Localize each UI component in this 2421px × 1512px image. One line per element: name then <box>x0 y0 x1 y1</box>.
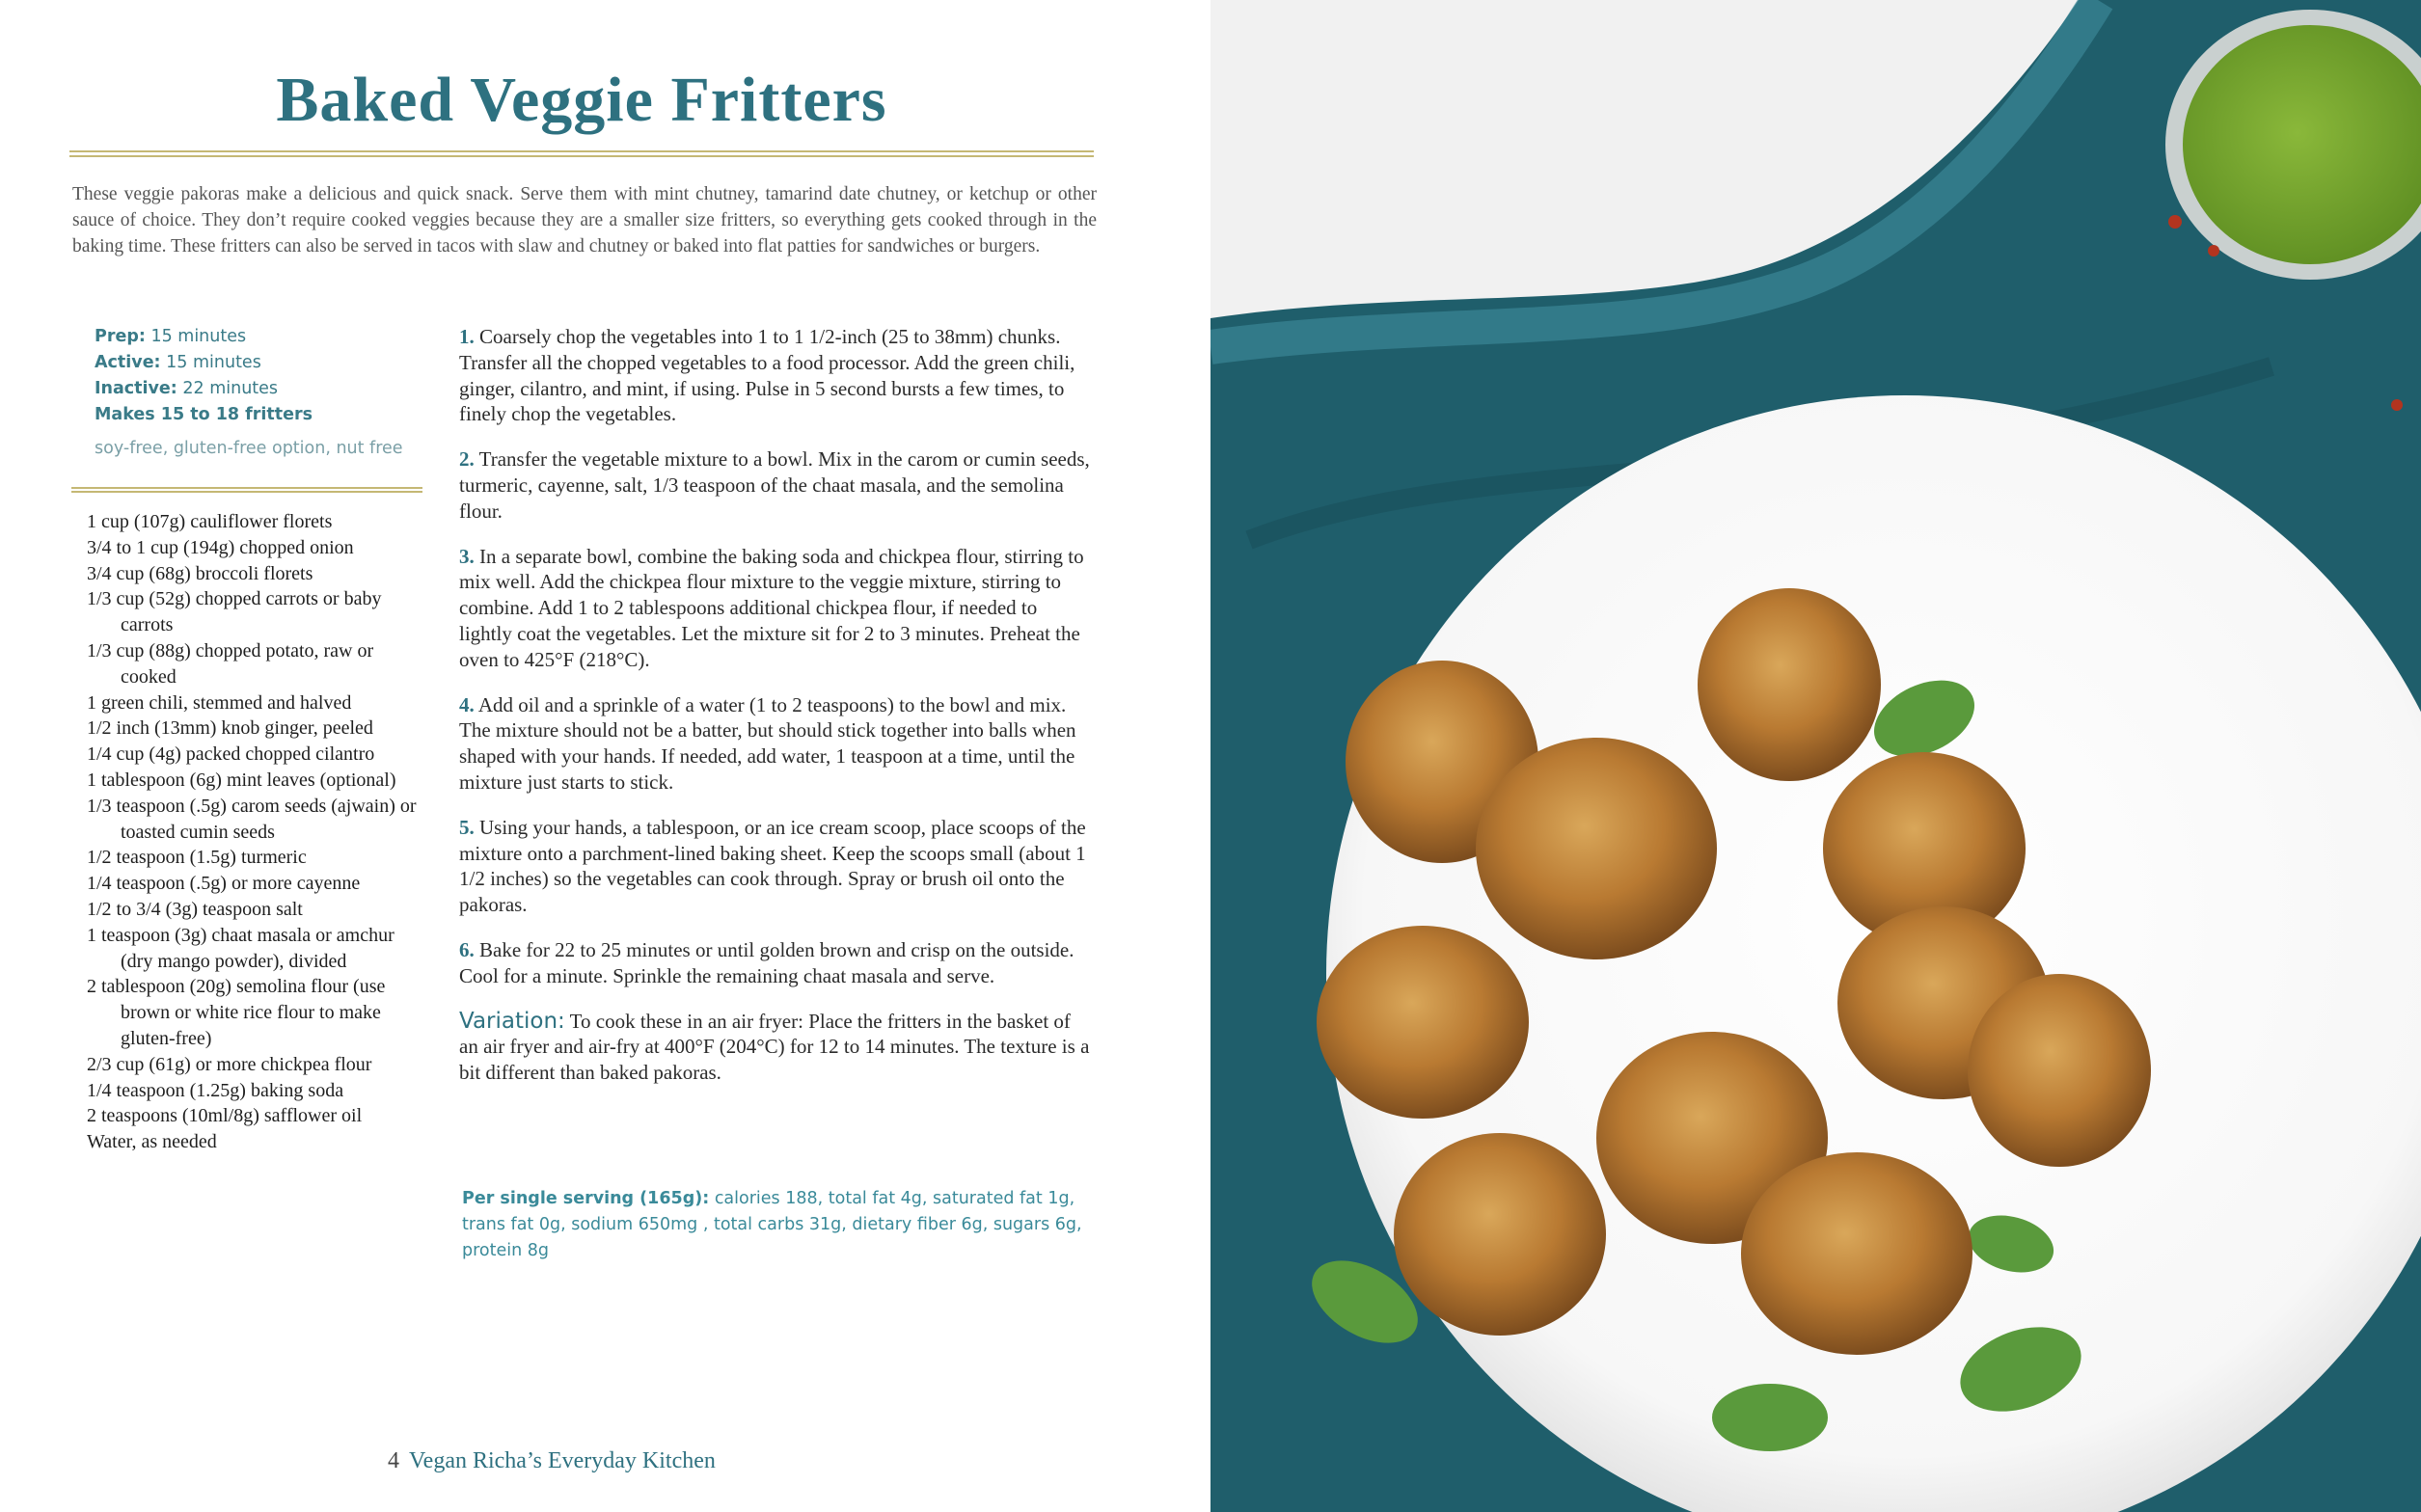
title-divider <box>69 150 1094 157</box>
chili-flake <box>2168 215 2182 229</box>
prep-time <box>95 324 422 350</box>
step-4 <box>459 692 1094 796</box>
step-6 <box>459 937 1094 989</box>
step-text: Coarsely chop the vegetables into 1 to 1 1/2-inch (25 to 38mm) chunks. Transfer all the chopped vegetables to a food processor. Add the green chili, ginger, cilantro, and mint, if using. Pulse in 5 second bursts a few times, to finely chop the vegetables. <box>459 325 1075 426</box>
ingredient-item: 1/4 teaspoon (.5g) or more cayenne <box>87 873 361 895</box>
yield <box>95 402 422 428</box>
ingredient-item: 1/3 cup (52g) chopped carrots or baby carrots <box>87 588 382 636</box>
active-time <box>95 350 422 376</box>
step-number: 2. <box>459 447 475 472</box>
ingredient-item: 2 tablespoon (20g) semolina flour (use brown or white rice flour to make gluten-free) <box>87 976 386 1049</box>
ingredient-item: 1 teaspoon (3g) chaat masala or amchur (dry mango powder), divided <box>87 924 394 972</box>
yield-text: Makes 15 to 18 fritters <box>95 405 313 424</box>
step-1 <box>459 324 1094 427</box>
ingredients-divider <box>71 487 422 493</box>
nutrition-label: Per single serving (165g): <box>462 1189 710 1208</box>
ingredient-item: 1/3 cup (88g) chopped potato, raw or cooked <box>87 639 374 688</box>
ingredient-item: 1/3 teaspoon (.5g) carom seeds (ajwain) or toasted cumin seeds <box>87 795 417 843</box>
step-text: Add oil and a sprinkle of a water (1 to 2 teaspoons) to the bowl and mix. The mixture should not be a batter, but should stick together into balls when shaped with your hands. If needed, add water, 1 teaspoon at a time, until the mixture just starts to stick. <box>459 692 1076 794</box>
step-number: 3. <box>459 544 475 568</box>
ingredient-item: 3/4 to 1 cup (194g) chopped onion <box>87 536 354 558</box>
step-text: In a separate bowl, combine the baking soda and chickpea flour, stirring to mix well. Add the chickpea flour mixture to the veggie mixture, stirring to combine. Add 1 to 2 tablespoons additional chickpea flour, if needed to lightly coat the vegetables. Let the mixture sit for 2 to 3 minutes. Preheat the oven to 425°F (218°C). <box>459 544 1084 671</box>
ingredient-item: 1 green chili, stemmed and halved <box>87 691 352 714</box>
step-number: 6. <box>459 937 475 961</box>
ingredient-item: 1 cup (107g) cauliflower florets <box>87 511 333 532</box>
chili-flake <box>2208 245 2219 256</box>
fritters-photo <box>1210 0 2421 1512</box>
step-text: Using your hands, a tablespoon, or an ice cream scoop, place scoops of the mixture onto a parchment-lined baking sheet. Keep the scoops small (about 1 1/2 inches) so the vegetables can cook through. Spray or brush oil onto the pakoras. <box>459 815 1086 917</box>
step-3 <box>459 544 1094 673</box>
food-photo-illustration <box>1210 0 2421 1512</box>
ingredient-item: 1/2 to 3/4 (3g) teaspoon salt <box>87 898 303 920</box>
page-footer <box>388 1448 716 1474</box>
nutrition-text: calories 188, total fat 4g, saturated fat 1g, trans fat 0g, sodium 650mg , total carbs 31g, dietary fiber 6g, sugars 6g, protein 8g <box>462 1189 1082 1260</box>
chili-flake <box>2391 399 2403 411</box>
recipe-title: Baked Veggie Fritters <box>276 65 887 135</box>
prep-label: Prep: <box>95 327 146 346</box>
recipe-intro: These veggie pakoras make a delicious and quick snack. Serve them with mint chutney, tamarind date chutney, or ketchup or other sauce of choice. They don’t require cooked veggies because they are a smaller size fritters, so everything gets cooked through in the baking time. These fritters can also be served in tacos with slaw and chutney or baked into flat patties for sandwiches or burgers. <box>72 184 1097 256</box>
inactive-label: Inactive: <box>95 379 177 398</box>
ingredient-item: 1/2 teaspoon (1.5g) turmeric <box>87 847 307 869</box>
ingredient-item: 1 tablespoon (6g) mint leaves (optional) <box>87 769 396 791</box>
ingredient-item: 3/4 cup (68g) broccoli florets <box>87 562 313 584</box>
ingredient-item: 2 teaspoons (10ml/8g) safflower oil <box>87 1105 363 1127</box>
book-title: Vegan Richa’s Everyday Kitchen <box>409 1448 716 1473</box>
method-steps <box>459 324 1094 1086</box>
step-5 <box>459 815 1094 918</box>
ingredient-item: 1/4 cup (4g) packed chopped cilantro <box>87 743 375 766</box>
step-2 <box>459 446 1094 524</box>
step-text: Bake for 22 to 25 minutes or until golden brown and crisp on the outside. Cool for a minute. Sprinkle the remaining chaat masala and serve. <box>459 937 1074 987</box>
ingredient-item: 1/4 teaspoon (1.25g) baking soda <box>87 1079 344 1101</box>
ingredient-item: 1/2 inch (13mm) knob ginger, peeled <box>87 717 373 740</box>
recipe-page <box>0 0 1210 1512</box>
ingredient-item: 2/3 cup (61g) or more chickpea flour <box>87 1053 372 1075</box>
page-number: 4 <box>388 1448 399 1473</box>
ingredient-item: Water, as needed <box>87 1131 217 1153</box>
prep-value: 15 minutes <box>150 327 247 346</box>
diet-tags: soy-free, gluten-free option, nut free <box>95 439 403 458</box>
variation-text: To cook these in an air fryer: Place the fritters in the basket of an air fryer and air-fry at 400°F (204°C) for 12 to 14 minutes. The texture is a bit different than baked pakoras. <box>459 1009 1090 1085</box>
step-number: 4. <box>459 692 475 716</box>
step-text: Transfer the vegetable mixture to a bowl. Mix in the carom or cumin seeds, turmeric, cayenne, salt, 1/3 teaspoon of the chaat masala, and the semolina flour. <box>459 447 1090 523</box>
ingredient-list <box>87 509 424 1155</box>
step-number: 5. <box>459 815 475 839</box>
step-number: 1. <box>459 325 475 348</box>
inactive-value: 22 minutes <box>182 379 279 398</box>
recipe-meta <box>95 324 422 462</box>
nutrition-info <box>462 1186 1099 1264</box>
active-label: Active: <box>95 353 161 372</box>
variation-note <box>459 1009 1094 1086</box>
active-value: 15 minutes <box>166 353 261 372</box>
inactive-time <box>95 376 422 402</box>
variation-label: Variation: <box>459 1008 565 1034</box>
